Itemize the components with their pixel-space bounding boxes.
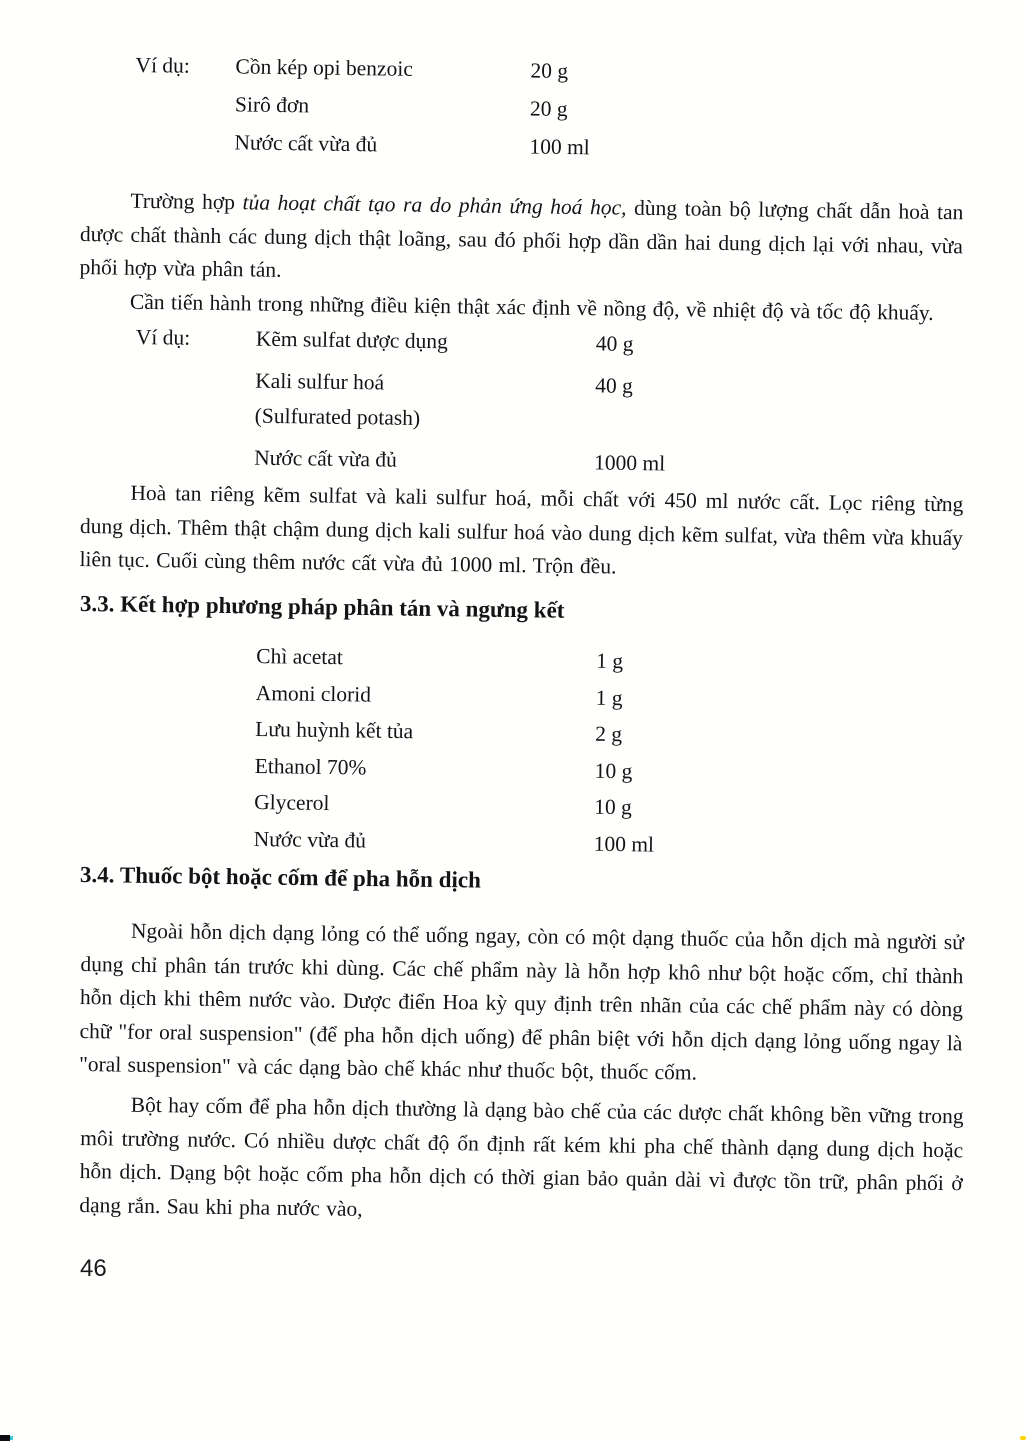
paragraph-zinc-sulfide-procedure: Hoà tan riêng kẽm sulfat và kali sulfur hoá, mỗi chất với 450 ml nước cất. Lọc riêng từng dung dịch. Thêm thật chậm dung dịch kali sulfur hoá vào dung dịch kẽm sulfat, vừa thêm vừa khuấy liên tục. Cuối cùng thêm nước cất vừa đủ 1000 ml. Trộn đều. [79,481,964,580]
example-label-spacer [134,122,235,161]
formula-example-2 [134,320,964,486]
ingredient-name: Sirô đơn [234,92,310,118]
ingredient-amount: 100 ml [529,134,590,160]
formula-row [135,362,964,444]
ingredient-amount: 10 g [594,758,633,783]
paragraph-text: dùng toàn bộ lượng chất dẫn hoà tan dược chất thành các dung dịch thật loãng, sau đó phối hợp dần dần hai dung dịch lại với nhau, vừa phối hợp vừa phân tán. [79,195,964,283]
scan-artifact-yellow-dot [1020,1436,1026,1440]
paragraph-precipitation-method [79,184,963,297]
paragraph-text: Trường hợp [130,188,243,215]
section-heading-3-3: 3.3. Kết hợp phương pháp phân tán và ngưng kết [79,591,565,623]
example-label: Ví dụ: [135,325,191,351]
ingredient-name: Chì acetat [256,644,343,670]
example-label: Ví dụ: [135,53,191,78]
ingredient-amount: 40 g [595,331,634,357]
paragraph-conditions: Cần tiến hành trong những điều kiện thật xác định về nồng độ, về nhiệt độ và tốc độ khuấy. [129,289,934,325]
section-heading-3-4: 3.4. Thuốc bột hoặc cốm để pha hỗn dịch [79,862,482,893]
paragraph-dry-suspension-intro: Ngoài hỗn dịch dạng lỏng có thể uống ngay, còn có một dạng thuốc của hỗn dịch mà người sử dụng chỉ phân tán trước khi dùng. Các chế phẩm này là hỗn hợp khô như bột hoặc cốm, chỉ thành hỗn dịch khi thêm nước vào. Dược điển Hoa kỳ quy định trên nhãn của các chế phẩm này có dòng chữ "for oral suspension" (để pha hỗn dịch uống) để phân biệt với hỗn dịch dạng lỏng uống ngay là "oral suspension" và các dạng bào chế khác như thuốc bột, thuốc cốm. [78,918,965,1086]
ingredient-amount: 1000 ml [593,450,666,476]
ingredient-name: Kẽm sulfat dược dụng [255,327,448,354]
ingredient-amount: 40 g [595,373,633,399]
formula-section-3-3 [253,638,964,867]
ingredient-name: Amoni clorid [255,680,372,707]
ingredient-name: Glycerol [254,790,330,816]
page-number: 46 [80,1254,107,1282]
ingredient-amount: 1 g [595,685,623,710]
example-label-spacer [135,84,236,123]
paragraph-dry-suspension-stability: Bột hay cốm để pha hỗn dịch thường là dạng bào chế của các dược chất không bền vững trong môi trường nước. Có nhiều dược chất độ ổn định rất kém khi pha chế thành dạng dung dịch hoặc hỗn dịch. Dạng bột hoặc cốm pha hỗn dịch có thời gian bảo quản dài vì được tồn trữ, phân phối ở dạng rắn. Sau khi pha nước vào, [79,1092,964,1221]
ingredient-name: Ethanol 70% [254,753,367,780]
ingredient-name [254,364,595,439]
ingredient-name: Lưu huỳnh kết tủa [255,717,414,744]
ingredient-name-line: Kali sulfur hoá [255,369,385,395]
ingredient-subname-line: (Sulfurated potash) [254,404,421,431]
ingredient-name: Nước vừa đủ [253,826,367,853]
ingredient-amount: 10 g [594,794,632,820]
ingredient-name: Nước cất vừa đủ [253,446,398,473]
ingredient-amount: 1 g [596,648,624,674]
ingredient-amount: 2 g [595,721,623,747]
ingredient-name: Nước cất vừa đủ [234,130,378,157]
ingredient-amount: 20 g [530,58,569,84]
example-label-spacer [134,439,254,476]
formula-example-1 [134,46,964,172]
ingredient-amount: 20 g [529,96,568,122]
example-label-spacer [135,362,256,434]
ingredient-amount: 100 ml [593,831,655,857]
scan-artifact-cyan-mark [10,1436,13,1440]
paragraph-italic-phrase: tủa hoạt chất tạo ra do phản ứng hoá học, [242,190,627,220]
scan-artifact-corner-mark [0,1435,10,1441]
ingredient-name: Cồn kép opi benzoic [235,54,414,81]
